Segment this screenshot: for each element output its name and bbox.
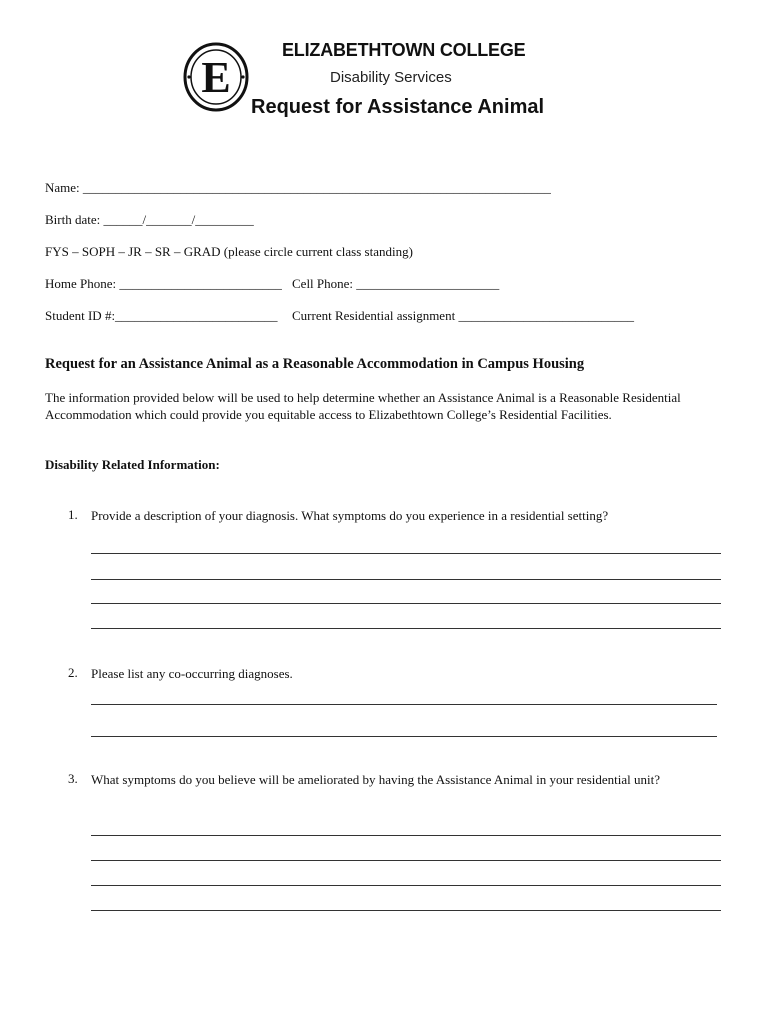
intro-paragraph: The information provided below will be used to help determine whether an Assistance Animal is a Reasonable Residential Accommodation which could provide you equitable access to Elizabethtown College’s Residential Facilities. xyxy=(45,390,681,422)
answer-1-line[interactable] xyxy=(91,603,721,604)
answer-2-line[interactable] xyxy=(91,736,717,737)
question-3-number: 3. xyxy=(68,771,78,786)
answer-3-line[interactable] xyxy=(91,860,721,861)
answer-3-line[interactable] xyxy=(91,910,721,911)
residential-assignment-field[interactable]: Current Residential assignment ___________________________ xyxy=(292,308,634,323)
answer-2-line[interactable] xyxy=(91,704,717,705)
birth-date-field[interactable]: Birth date: ______/_______/_________ xyxy=(45,212,254,227)
student-id-field[interactable]: Student ID #:_________________________ xyxy=(45,308,278,323)
department-name: Disability Services xyxy=(330,69,452,86)
section-heading: Request for an Assistance Animal as a Reasonable Accommodation in Campus Housing xyxy=(45,356,585,372)
home-phone-field[interactable]: Home Phone: _________________________ xyxy=(45,276,282,291)
answer-1-line[interactable] xyxy=(91,553,721,554)
college-name: ELIZABETHTOWN COLLEGE xyxy=(282,40,526,60)
answer-1-line[interactable] xyxy=(91,579,721,580)
answer-3-line[interactable] xyxy=(91,835,721,836)
answer-3-line[interactable] xyxy=(91,885,721,886)
college-seal-logo xyxy=(183,42,249,112)
question-2-number: 2. xyxy=(68,665,78,680)
cell-phone-field[interactable]: Cell Phone: ______________________ xyxy=(292,276,500,291)
disability-info-heading: Disability Related Information: xyxy=(45,457,220,472)
seal-letter: E xyxy=(201,53,231,102)
class-standing-field[interactable]: FYS – SOPH – JR – SR – GRAD (please circle current class standing) xyxy=(45,244,413,259)
question-2-text: Please list any co-occurring diagnoses. xyxy=(91,666,293,681)
question-1-text: Provide a description of your diagnosis. What symptoms do you experience in a residential setting? xyxy=(91,508,609,523)
form-title: Request for Assistance Animal xyxy=(251,96,545,118)
answer-1-line[interactable] xyxy=(91,628,721,629)
question-3-text: What symptoms do you believe will be ameliorated by having the Assistance Animal in your residential unit? xyxy=(91,772,660,787)
name-field[interactable]: Name: ________________________________________________________________________ xyxy=(45,180,551,195)
question-1-number: 1. xyxy=(68,507,78,522)
